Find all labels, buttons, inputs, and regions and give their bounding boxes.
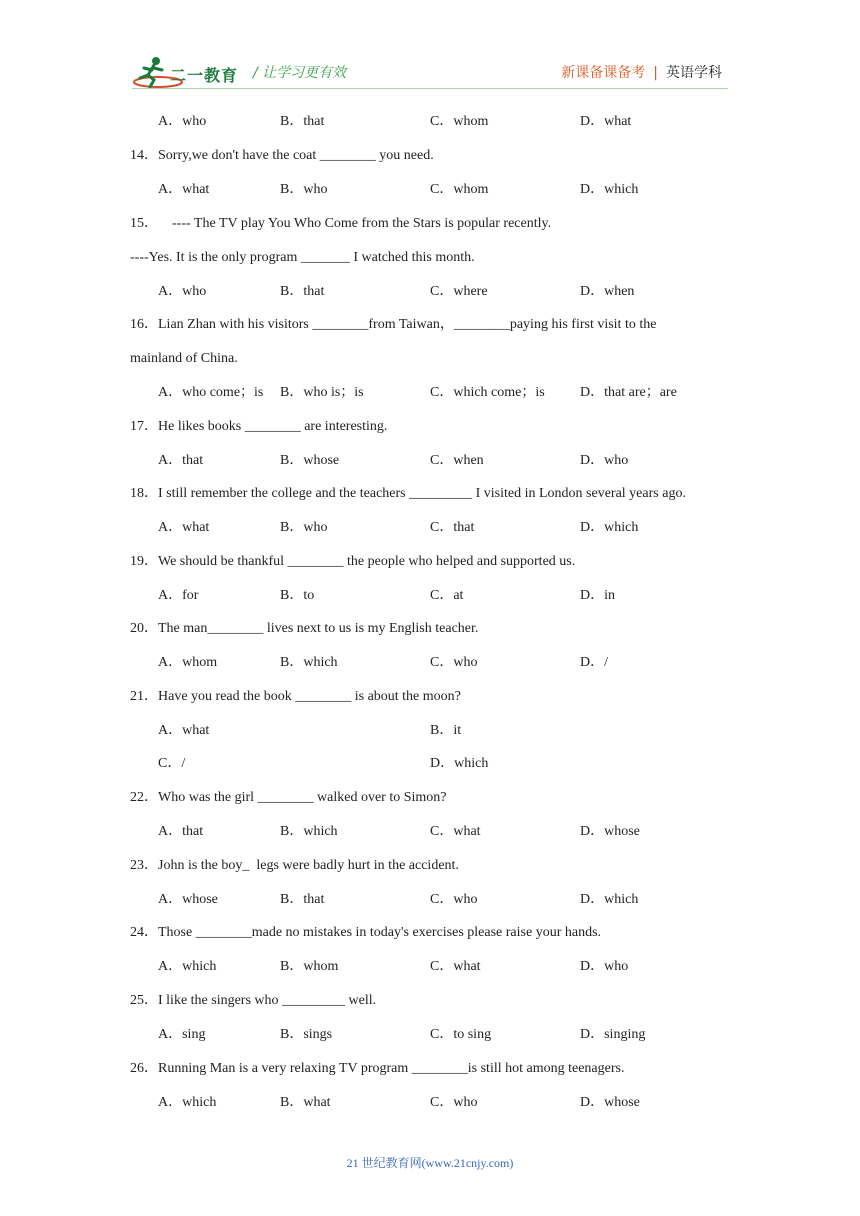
question-15-stem: 15． ---- The TV play You Who Come from the Stars is popular recently. xyxy=(130,216,552,231)
option-23-d: D．which xyxy=(580,892,639,907)
option-19-d: D．in xyxy=(580,588,615,603)
question-16-stem-cont: mainland of China. xyxy=(130,351,238,366)
option-24-c: C．what xyxy=(430,959,481,974)
option-25-a: A．sing xyxy=(158,1027,206,1042)
option-23-a: A．whose xyxy=(158,892,218,907)
logo-text: 二一教育 xyxy=(170,66,239,85)
option-22-d: D．whose xyxy=(580,824,640,839)
header-subject: 英语学科 xyxy=(666,65,722,81)
option-25-d: D．singing xyxy=(580,1027,646,1042)
option-14-a: A．what xyxy=(158,182,210,197)
option-21-c: C．/ xyxy=(158,756,186,771)
question-20-stem: 20．The man________ lives next to us is my English teacher. xyxy=(130,621,479,636)
option-21-d: D．which xyxy=(430,756,489,771)
option-14-c: C．whom xyxy=(430,182,489,197)
question-18-stem: 18．I still remember the college and the teachers _________ I visited in London several years ago. xyxy=(130,486,686,501)
option-13-a: A．who xyxy=(158,114,207,129)
slogan: / 让学习更有效 xyxy=(253,65,347,81)
option-17-b: B．whose xyxy=(280,453,340,468)
option-13-b: B．that xyxy=(280,114,325,129)
option-16-a: A．who come；is xyxy=(158,385,264,400)
option-21-b: B．it xyxy=(430,723,462,738)
option-26-b: B．what xyxy=(280,1095,331,1110)
question-21-stem: 21．Have you read the book ________ is about the moon? xyxy=(130,689,461,704)
option-25-c: C．to sing xyxy=(430,1027,492,1042)
option-16-d: D．that are；are xyxy=(580,385,677,400)
option-22-c: C．what xyxy=(430,824,481,839)
page-footer[interactable]: 21 世纪教育网(www.21cnjy.com) xyxy=(346,1156,514,1170)
option-16-b: B．who is；is xyxy=(280,385,364,400)
question-14-stem: 14．Sorry,we don't have the coat ________ you need. xyxy=(130,148,434,163)
option-20-b: B．which xyxy=(280,655,338,670)
header-separator: | xyxy=(653,65,658,81)
question-22-stem: 22．Who was the girl ________ walked over to Simon? xyxy=(130,790,447,805)
question-26-stem: 26．Running Man is a very relaxing TV program ________is still hot among teenagers. xyxy=(130,1061,625,1076)
option-21-a: A．what xyxy=(158,723,210,738)
option-26-d: D．whose xyxy=(580,1095,640,1110)
option-19-c: C．at xyxy=(430,588,464,603)
option-20-c: C．who xyxy=(430,655,478,670)
option-17-c: C．when xyxy=(430,453,484,468)
option-23-b: B．that xyxy=(280,892,325,907)
option-26-a: A．which xyxy=(158,1095,217,1110)
option-14-d: D．which xyxy=(580,182,639,197)
question-19-stem: 19．We should be thankful ________ the people who helped and supported us. xyxy=(130,554,576,569)
option-18-a: A．what xyxy=(158,520,210,535)
option-24-a: A．which xyxy=(158,959,217,974)
option-20-a: A．whom xyxy=(158,655,218,670)
option-15-b: B．that xyxy=(280,284,325,299)
option-23-c: C．who xyxy=(430,892,478,907)
question-16-stem: 16．Lian Zhan with his visitors ________from Taiwan，________paying his first visit to the xyxy=(130,317,657,332)
option-16-c: C．which come；is xyxy=(430,385,545,400)
option-18-d: D．which xyxy=(580,520,639,535)
option-13-c: C．whom xyxy=(430,114,489,129)
option-19-a: A．for xyxy=(158,588,199,603)
option-17-d: D．who xyxy=(580,453,629,468)
option-24-d: D．who xyxy=(580,959,629,974)
option-18-c: C．that xyxy=(430,520,475,535)
option-24-b: B．whom xyxy=(280,959,339,974)
question-23-stem: 23．John is the boy_ legs were badly hurt in the accident. xyxy=(130,858,459,873)
header-course: 新课备课备考 xyxy=(561,65,646,81)
option-25-b: B．sings xyxy=(280,1027,333,1042)
question-17-stem: 17．He likes books ________ are interesting. xyxy=(130,419,388,434)
option-22-b: B．which xyxy=(280,824,338,839)
option-15-d: D．when xyxy=(580,284,635,299)
option-18-b: B．who xyxy=(280,520,328,535)
option-15-a: A．who xyxy=(158,284,207,299)
option-20-d: D．/ xyxy=(580,655,608,670)
option-26-c: C．who xyxy=(430,1095,478,1110)
option-19-b: B．to xyxy=(280,588,315,603)
option-22-a: A．that xyxy=(158,824,204,839)
option-14-b: B．who xyxy=(280,182,328,197)
option-15-c: C．where xyxy=(430,284,488,299)
question-15-stem-cont: ----Yes. It is the only program _______ I watched this month. xyxy=(130,250,475,265)
option-13-d: D．what xyxy=(580,114,632,129)
question-24-stem: 24．Those ________made no mistakes in today's exercises please raise your hands. xyxy=(130,925,602,940)
question-25-stem: 25．I like the singers who _________ well. xyxy=(130,993,377,1008)
option-17-a: A．that xyxy=(158,453,204,468)
